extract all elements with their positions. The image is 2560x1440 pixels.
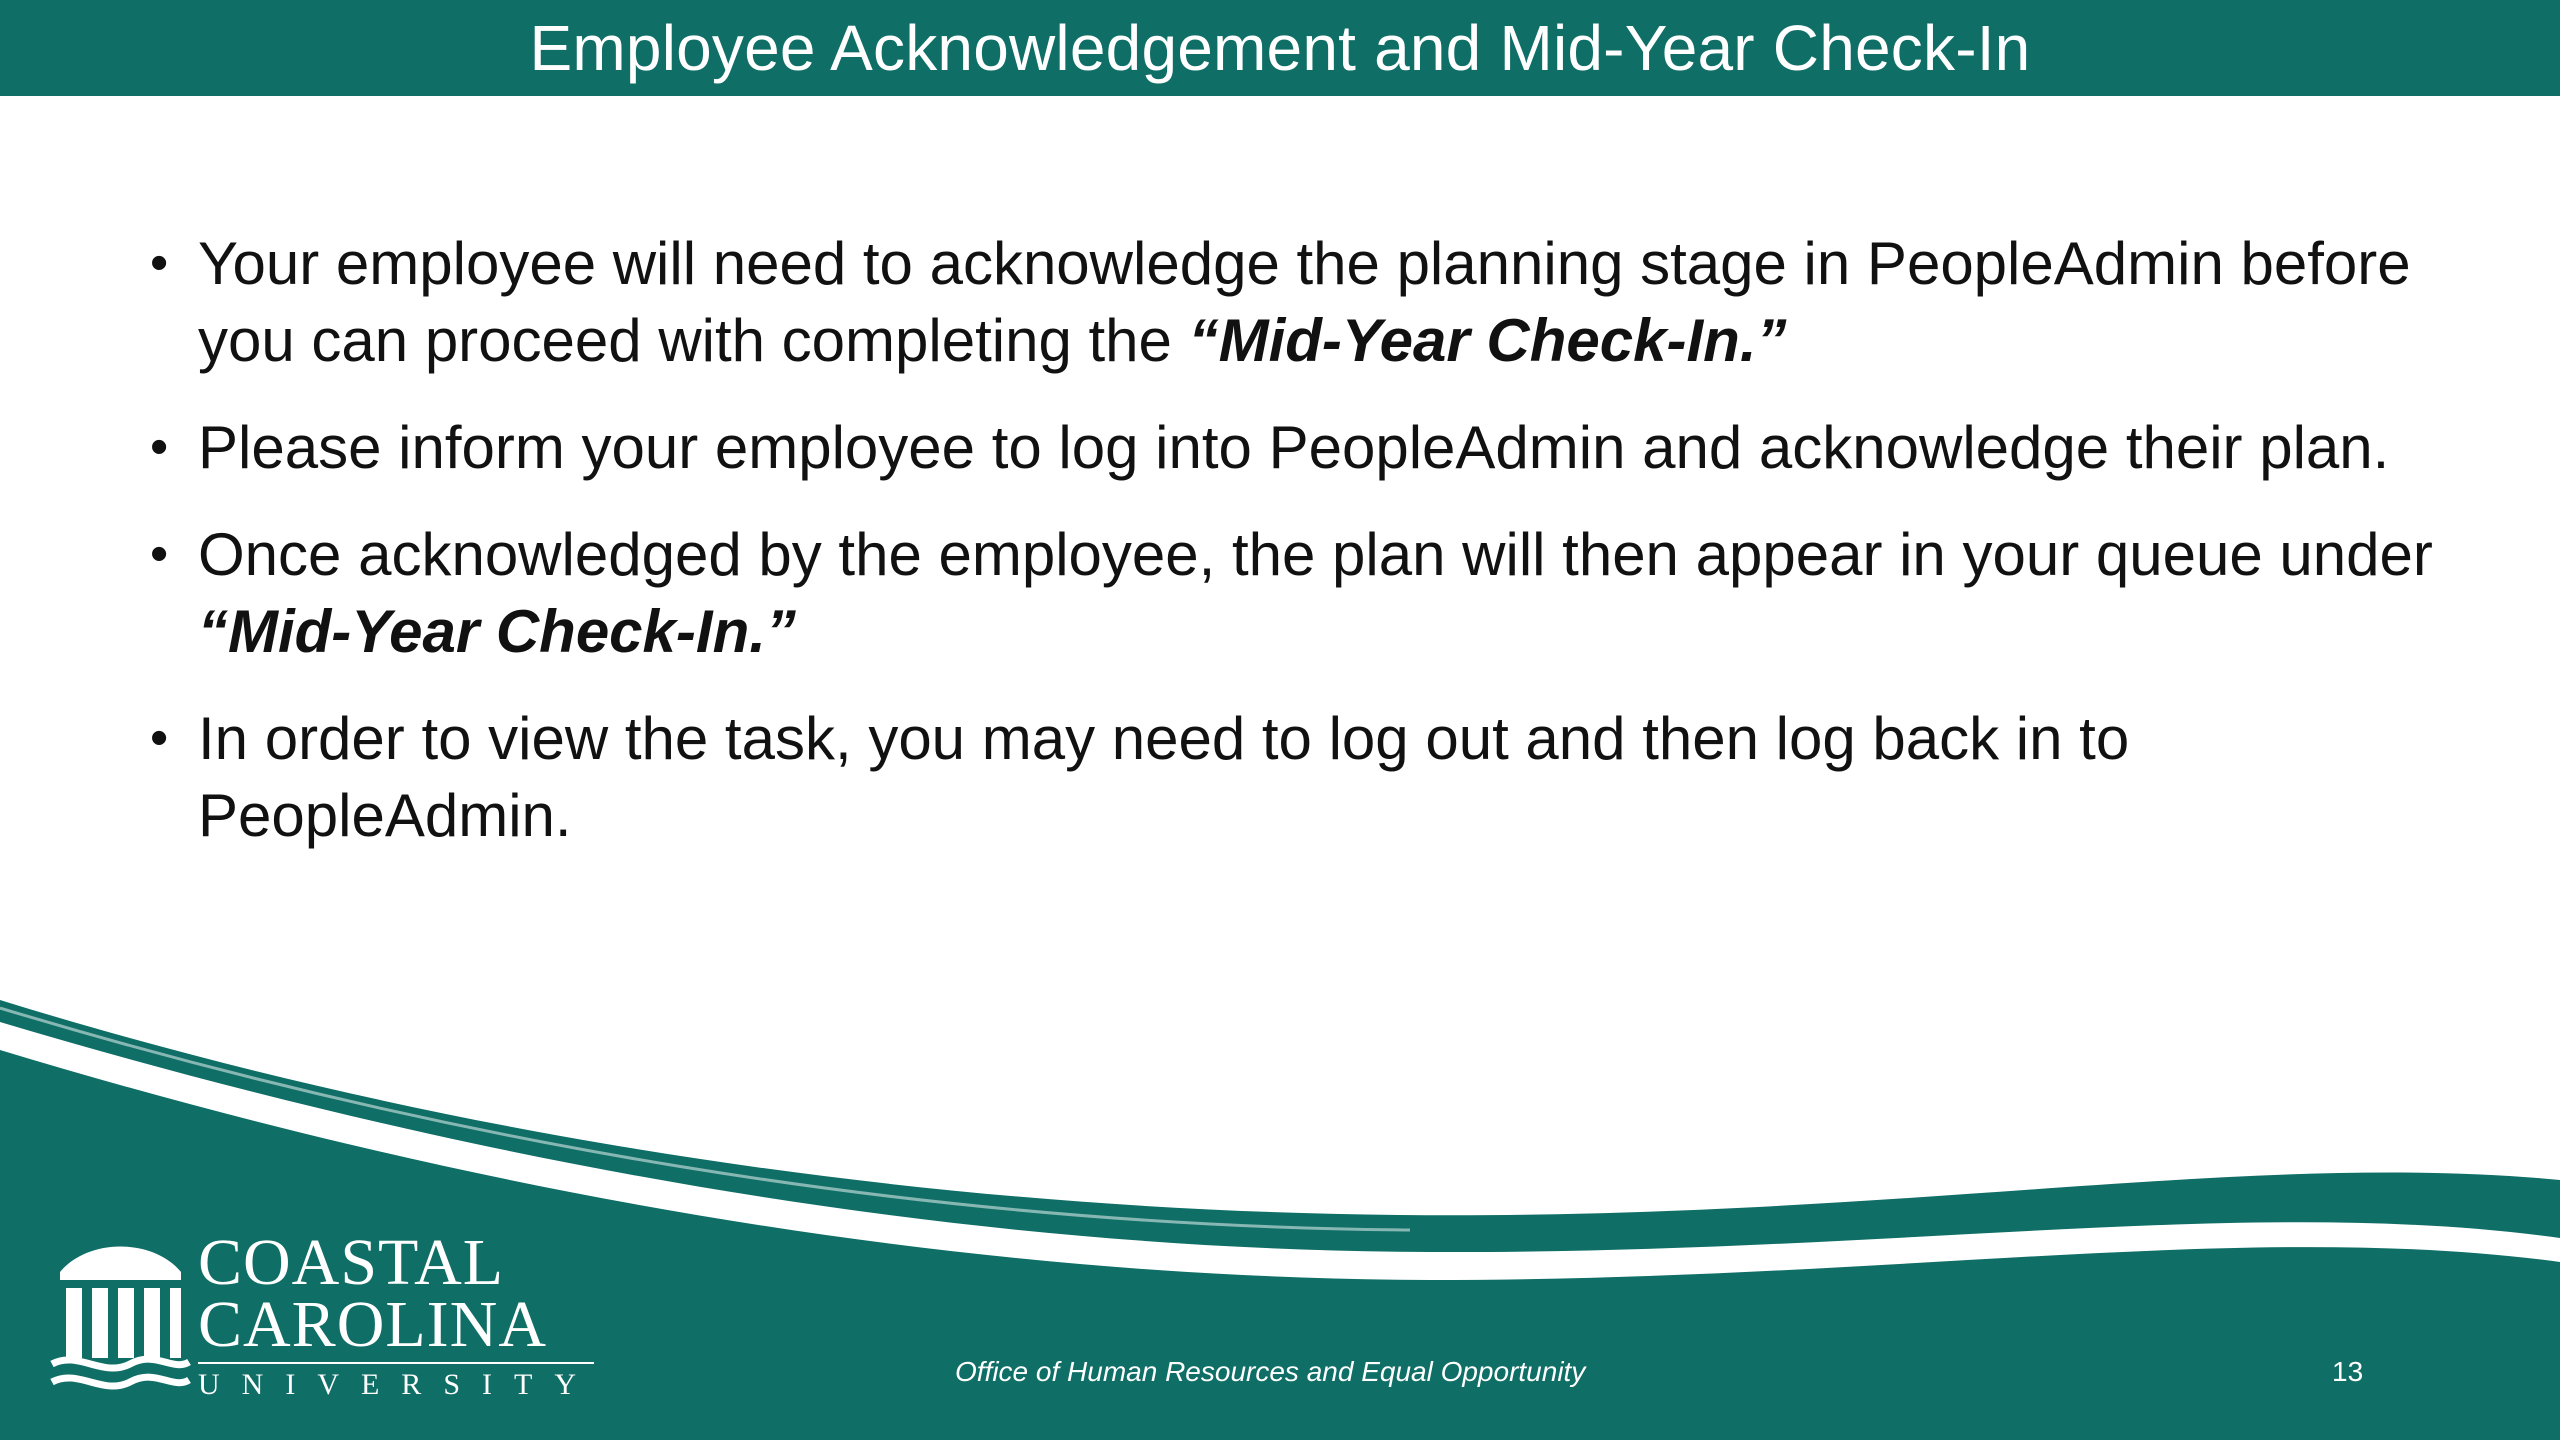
bullet-marker: • <box>150 234 169 292</box>
bullet-emphasis: “Mid-Year Check-In.” <box>1188 307 1787 374</box>
bullet-emphasis: “Mid-Year Check-In.” <box>198 598 796 665</box>
logo-line-carolina: CAROLINA <box>198 1288 547 1361</box>
bullet-marker: • <box>150 709 169 767</box>
bullet-marker: • <box>150 418 169 476</box>
bullet-text: Your employee will need to acknowledge the planning stage in PeopleAdmin before you can proceed with completing the <box>198 230 2411 374</box>
slide-title: Employee Acknowledgement and Mid-Year Check-In <box>529 12 2031 84</box>
footer-office-name: Office of Human Resources and Equal Opportunity <box>955 1356 1586 1387</box>
bullet-text: Once acknowledged by the employee, the plan will then appear in your queue under <box>198 521 2433 588</box>
bullet-text: Please inform your employee to log into PeopleAdmin and acknowledge their plan. <box>198 414 2390 481</box>
logo-line-university: UNIVERSITY <box>198 1362 594 1402</box>
logo-line-coastal: COASTAL <box>198 1226 505 1299</box>
bullet-marker: • <box>150 525 169 583</box>
university-logo <box>48 1226 598 1412</box>
logo-wordmark <box>198 1226 598 1402</box>
page-number: 13 <box>2332 1356 2364 1387</box>
bullet-text: In order to view the task, you may need to log out and then log back in to PeopleAdmin. <box>198 705 2130 849</box>
column-building-icon <box>48 1232 193 1402</box>
